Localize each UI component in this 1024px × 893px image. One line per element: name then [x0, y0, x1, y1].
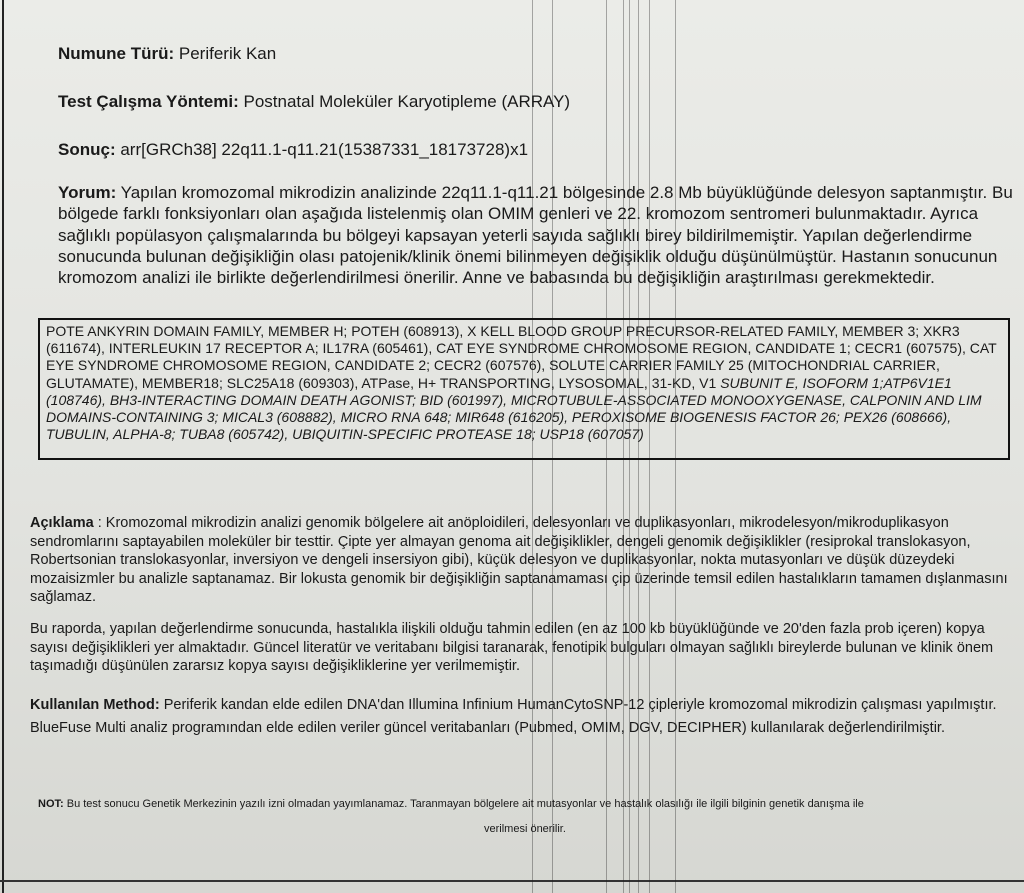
- result-label: Sonuç:: [58, 140, 116, 159]
- comment-section: [58, 182, 1016, 288]
- used-method-label: Kullanılan Method:: [30, 697, 160, 713]
- note-text: Bu test sonucu Genetik Merkezinin yazılı izni olmadan yayımlanamaz. Taranmayan bölgelere ait mutasyonlar ve hastalık olasılığı ile ilgili bilginin genetik danışma ile: [66, 798, 864, 810]
- report-paragraph: Bu raporda, yapılan değerlendirme sonucunda, hastalıkla ilişkili olduğu tahmin edilen (en az 100 kb büyüklüğünde ve 20'den fazla prob içeren) kopya sayısı değişiklikleri yer almaktadır. Güncel literatür ve veritabanı bilgisi taranarak, fenotipik bulguları olmayan sağlıklı bireylerde bulunan ve klinik önem taşımadığı düşünülen zararsız kopya sayısı değişikliklerine yer verilmemiştir.: [30, 621, 994, 674]
- note-continuation: verilmesi önerilir.: [484, 823, 566, 835]
- test-method-field: [58, 92, 570, 112]
- sample-type-label: Numune Türü:: [58, 44, 175, 63]
- result-value: arr[GRCh38] 22q11.1-q11.21(15387331_18173728)x1: [120, 140, 529, 159]
- test-method-value: Postnatal Moleküler Karyotipleme (ARRAY): [243, 92, 571, 111]
- page-bottom-border: [0, 880, 1024, 882]
- explanation-label: Açıklama: [30, 515, 94, 531]
- gene-list-text: POTE ANKYRIN DOMAIN FAMILY, MEMBER H; POTEH (608913), X KELL BLOOD GROUP PRECURSOR-RELATED FAMILY, MEMBER 3; XKR3 (611674), INTERLEUKIN 17 RECEPTOR A; IL17RA (605461), CAT EYE SYNDROME CHROMOSOME REGION, CANDIDATE 1; CECR1 (607575), CAT EYE SYNDROME CHROMOSOME REGION, CANDIDATE 2; CECR2 (607576), SOLUTE CARRIER FAMILY 25 (MITOCHONDRIAL CARRIER, GLUTAMATE), MEMBER18; SLC25A18 (609303), ATPase, H+ TRANSPORTING, LYSOSOMAL, 31-KD, V1: [46, 323, 997, 391]
- used-method-text: Periferik kandan elde edilen DNA'dan Illumina Infinium HumanCytoSNP-12 çipleriyle kromozomal mikrodizin çalışması yapılmıştır. BlueFuse Multi analiz programından elde edilen veriler güncel veritabanları (Pubmed, OMIM, DGV, DECIPHER) kullanılarak değerlendirilmiştir.: [30, 697, 997, 736]
- note-line: [38, 797, 1023, 811]
- explanation-text: : Kromozomal mikrodizin analizi genomik bölgelere ait anöploidileri, delesyonları ve duplikasyonları, mikrodelesyon/mikroduplikasyon sendromlarını saptayabilen moleküler bir testtir. Çipte yer almayan genoma ait değişiklikler, dengeli genomik değişiklikler (resiprokal translokasyon, Robertsonian translokasyonlar, inversiyon ve dengeli insersiyon gibi), küçük delesyon ve duplikasyonlar, nokta mutasyonları ve düşük düzeydeki mozaisizmler bu analizle saptanamaz. Bir lokusta genomik bir değişikliğin saptanamaması çip üzerinde temsil edilen hastalıkların tamamen dışlanmasını sağlamaz.: [30, 515, 1008, 605]
- explanation-section: [30, 514, 1020, 607]
- comment-text: Yapılan kromozomal mikrodizin analizinde 22q11.1-q11.21 bölgesinde 2.8 Mb büyüklüğünde delesyon saptanmıştır. Bu bölgede farklı fonksiyonları olan aşağıda listelenmiş olan OMIM genleri ve 22. kromozom sentromeri bulunmaktadır. Ayrıca sağlıklı popülasyon çalışmalarında bu bölgeyi kapsayan yeterli sayıda sağlıklı birey bildirilmemiştir. Yapılan değerlendirme sonucunda bulunan değişikliğin olası patojenik/klinik önemi bilinmeyen değişiklik olduğu düşünülmüştür. Hastanın sonucunun kromozom analizi ile birlikte değerlendirilmesi önerilir. Anne ve babasında bu değişikliğin araştırılması gerekmektedir.: [58, 183, 1013, 288]
- note-label: NOT:: [38, 798, 64, 810]
- used-method-section: [30, 694, 1020, 740]
- result-field: [58, 140, 528, 160]
- sample-type-value: Periferik Kan: [178, 44, 277, 63]
- gene-list-italic-text: SUBUNIT E, ISOFORM 1;ATP6V1E1 (108746), BH3-INTERACTING DOMAIN DEATH AGONIST; BID (601997), MICROTUBULE-ASSOCIATED MONOOXYGENASE, CALPONIN AND LIM DOMAINS-CONTAINING 3; MICAL3 (608882), MICRO RNA 648; MIR648 (616205), PEROXISOME BIOGENESIS FACTOR 26; PEX26 (608666), TUBULIN, ALPHA-8; TUBA8 (605742), UBIQUITIN-SPECIFIC PROTEASE 18; USP18 (607057): [46, 374, 982, 443]
- omim-gene-list-box: [38, 318, 1010, 460]
- page-left-border: [2, 0, 4, 893]
- sample-type-field: [58, 44, 276, 64]
- comment-label: Yorum:: [58, 183, 117, 202]
- test-method-label: Test Çalışma Yöntemi:: [58, 92, 239, 111]
